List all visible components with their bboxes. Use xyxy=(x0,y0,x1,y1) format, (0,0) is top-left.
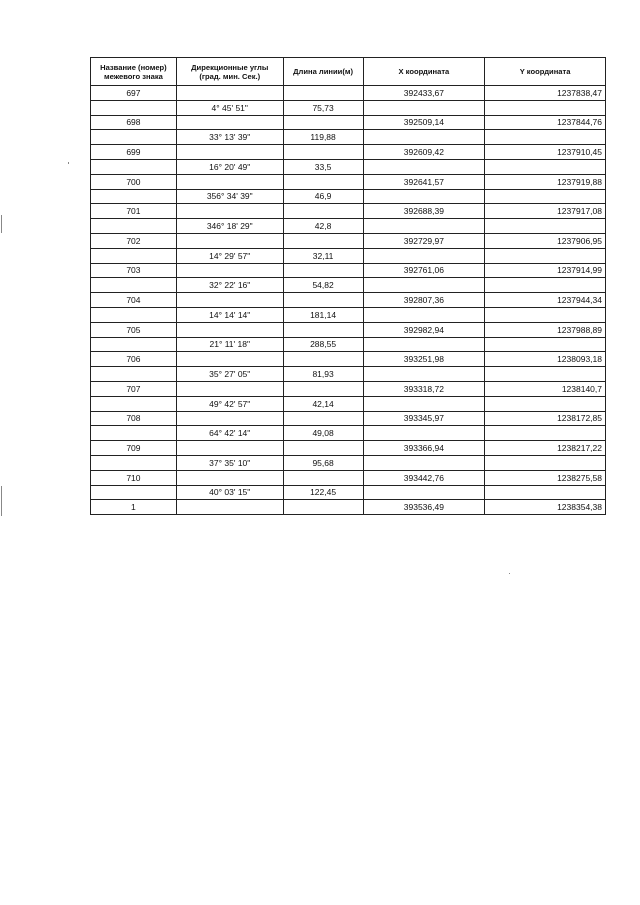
table-row xyxy=(91,263,606,278)
y-coordinate-cell: 1238093,18 xyxy=(485,352,606,367)
table-row xyxy=(91,100,606,115)
y-coordinate-cell xyxy=(485,307,606,322)
line-length-cell: 75,73 xyxy=(283,100,363,115)
direction-angle-cell: 14° 14' 14" xyxy=(176,307,283,322)
mark-name-cell xyxy=(91,278,177,293)
mark-name-cell xyxy=(91,367,177,382)
x-coordinate-cell: 392433,67 xyxy=(363,86,485,101)
mark-name-cell xyxy=(91,485,177,500)
direction-angle-cell xyxy=(176,204,283,219)
x-coordinate-cell: 392729,97 xyxy=(363,233,485,248)
table-row xyxy=(91,426,606,441)
mark-name-cell: 1 xyxy=(91,500,177,515)
direction-angle-cell: 37° 35' 10" xyxy=(176,455,283,470)
direction-angle-cell xyxy=(176,86,283,101)
y-coordinate-cell: 1237919,88 xyxy=(485,174,606,189)
direction-angle-cell xyxy=(176,145,283,160)
scan-speck xyxy=(1,215,2,233)
y-coordinate-cell: 1237906,95 xyxy=(485,233,606,248)
x-coordinate-cell xyxy=(363,337,485,352)
direction-angle-cell: 21° 11' 18" xyxy=(176,337,283,352)
line-length-cell xyxy=(283,441,363,456)
y-coordinate-cell xyxy=(485,130,606,145)
direction-angle-cell: 33° 13' 39" xyxy=(176,130,283,145)
y-coordinate-cell xyxy=(485,248,606,263)
table-row xyxy=(91,219,606,234)
table-row xyxy=(91,337,606,352)
table-row xyxy=(91,441,606,456)
x-coordinate-cell: 392688,39 xyxy=(363,204,485,219)
x-coordinate-cell xyxy=(363,189,485,204)
mark-name-cell: 697 xyxy=(91,86,177,101)
mark-name-cell: 706 xyxy=(91,352,177,367)
mark-name-cell: 702 xyxy=(91,233,177,248)
mark-name-cell: 698 xyxy=(91,115,177,130)
boundary-marks-table xyxy=(90,57,606,515)
y-coordinate-cell: 1238217,22 xyxy=(485,441,606,456)
y-coordinate-cell: 1238140,7 xyxy=(485,381,606,396)
scan-speck xyxy=(68,162,69,164)
direction-angle-cell xyxy=(176,500,283,515)
y-coordinate-cell xyxy=(485,337,606,352)
line-length-cell xyxy=(283,411,363,426)
direction-angle-cell xyxy=(176,174,283,189)
x-coordinate-cell xyxy=(363,396,485,411)
direction-angle-cell xyxy=(176,470,283,485)
x-coordinate-cell xyxy=(363,100,485,115)
line-length-cell xyxy=(283,381,363,396)
direction-angle-cell: 35° 27' 05" xyxy=(176,367,283,382)
x-coordinate-cell: 392761,06 xyxy=(363,263,485,278)
direction-angle-cell: 346° 18' 29" xyxy=(176,219,283,234)
x-coordinate-cell xyxy=(363,485,485,500)
line-length-cell xyxy=(283,293,363,308)
y-coordinate-cell xyxy=(485,278,606,293)
y-coordinate-cell: 1237917,08 xyxy=(485,204,606,219)
direction-angle-cell xyxy=(176,441,283,456)
x-coordinate-cell: 392509,14 xyxy=(363,115,485,130)
table-row xyxy=(91,396,606,411)
direction-angle-cell: 40° 03' 15" xyxy=(176,485,283,500)
mark-name-cell: 705 xyxy=(91,322,177,337)
line-length-cell: 288,55 xyxy=(283,337,363,352)
x-coordinate-cell: 393345,97 xyxy=(363,411,485,426)
y-coordinate-cell: 1237988,89 xyxy=(485,322,606,337)
line-length-cell: 122,45 xyxy=(283,485,363,500)
header-mark-name: Название (номер) межевого знака xyxy=(91,58,177,86)
y-coordinate-cell: 1237914,99 xyxy=(485,263,606,278)
y-coordinate-cell xyxy=(485,426,606,441)
direction-angle-cell: 49° 42' 57" xyxy=(176,396,283,411)
table-row xyxy=(91,174,606,189)
direction-angle-cell: 356° 34' 39" xyxy=(176,189,283,204)
y-coordinate-cell: 1237910,45 xyxy=(485,145,606,160)
header-direction-angle: Дирекционные углы (град. мин. Сек.) xyxy=(176,58,283,86)
direction-angle-cell: 16° 20' 49" xyxy=(176,159,283,174)
table-row xyxy=(91,248,606,263)
line-length-cell xyxy=(283,263,363,278)
line-length-cell: 42,8 xyxy=(283,219,363,234)
table-row xyxy=(91,322,606,337)
table-row xyxy=(91,233,606,248)
x-coordinate-cell xyxy=(363,278,485,293)
header-line-length: Длина линии(м) xyxy=(283,58,363,86)
table-row xyxy=(91,130,606,145)
line-length-cell xyxy=(283,322,363,337)
y-coordinate-cell: 1237844,76 xyxy=(485,115,606,130)
x-coordinate-cell: 392807,36 xyxy=(363,293,485,308)
mark-name-cell xyxy=(91,159,177,174)
y-coordinate-cell: 1237838,47 xyxy=(485,86,606,101)
table-row xyxy=(91,455,606,470)
table-row xyxy=(91,307,606,322)
x-coordinate-cell: 393251,98 xyxy=(363,352,485,367)
line-length-cell: 95,68 xyxy=(283,455,363,470)
direction-angle-cell xyxy=(176,263,283,278)
mark-name-cell: 709 xyxy=(91,441,177,456)
x-coordinate-cell xyxy=(363,159,485,174)
mark-name-cell xyxy=(91,130,177,145)
header-y-coordinate: Y координата xyxy=(485,58,606,86)
direction-angle-cell xyxy=(176,115,283,130)
mark-name-cell: 710 xyxy=(91,470,177,485)
mark-name-cell: 700 xyxy=(91,174,177,189)
x-coordinate-cell xyxy=(363,426,485,441)
table-row xyxy=(91,145,606,160)
line-length-cell xyxy=(283,470,363,485)
x-coordinate-cell xyxy=(363,130,485,145)
y-coordinate-cell: 1238275,58 xyxy=(485,470,606,485)
x-coordinate-cell: 392982,94 xyxy=(363,322,485,337)
x-coordinate-cell xyxy=(363,367,485,382)
table-row xyxy=(91,278,606,293)
x-coordinate-cell xyxy=(363,219,485,234)
direction-angle-cell: 32° 22' 16" xyxy=(176,278,283,293)
y-coordinate-cell xyxy=(485,455,606,470)
y-coordinate-cell xyxy=(485,189,606,204)
line-length-cell xyxy=(283,174,363,189)
mark-name-cell xyxy=(91,189,177,204)
table-row xyxy=(91,381,606,396)
x-coordinate-cell: 393318,72 xyxy=(363,381,485,396)
mark-name-cell xyxy=(91,455,177,470)
table-row xyxy=(91,485,606,500)
direction-angle-cell: 64° 42' 14" xyxy=(176,426,283,441)
mark-name-cell xyxy=(91,396,177,411)
table-row xyxy=(91,367,606,382)
scan-speck xyxy=(1,486,2,516)
mark-name-cell: 699 xyxy=(91,145,177,160)
y-coordinate-cell xyxy=(485,159,606,174)
line-length-cell: 49,08 xyxy=(283,426,363,441)
table-header-row xyxy=(91,58,606,86)
header-x-coordinate: X координата xyxy=(363,58,485,86)
direction-angle-cell xyxy=(176,411,283,426)
line-length-cell: 119,88 xyxy=(283,130,363,145)
x-coordinate-cell: 392609,42 xyxy=(363,145,485,160)
line-length-cell: 33,5 xyxy=(283,159,363,174)
line-length-cell xyxy=(283,115,363,130)
y-coordinate-cell xyxy=(485,367,606,382)
table-row xyxy=(91,204,606,219)
line-length-cell xyxy=(283,500,363,515)
mark-name-cell xyxy=(91,219,177,234)
mark-name-cell: 707 xyxy=(91,381,177,396)
y-coordinate-cell xyxy=(485,396,606,411)
mark-name-cell xyxy=(91,248,177,263)
direction-angle-cell xyxy=(176,352,283,367)
mark-name-cell xyxy=(91,426,177,441)
x-coordinate-cell xyxy=(363,248,485,263)
y-coordinate-cell: 1238172,85 xyxy=(485,411,606,426)
table-row xyxy=(91,352,606,367)
line-length-cell xyxy=(283,233,363,248)
y-coordinate-cell: 1237944,34 xyxy=(485,293,606,308)
table-row xyxy=(91,411,606,426)
direction-angle-cell: 14° 29' 57" xyxy=(176,248,283,263)
line-length-cell: 42,14 xyxy=(283,396,363,411)
x-coordinate-cell: 393442,76 xyxy=(363,470,485,485)
direction-angle-cell: 4° 45' 51" xyxy=(176,100,283,115)
y-coordinate-cell xyxy=(485,100,606,115)
y-coordinate-cell: 1238354,38 xyxy=(485,500,606,515)
table-row xyxy=(91,189,606,204)
line-length-cell xyxy=(283,86,363,101)
mark-name-cell xyxy=(91,100,177,115)
line-length-cell: 181,14 xyxy=(283,307,363,322)
direction-angle-cell xyxy=(176,233,283,248)
x-coordinate-cell: 393366,94 xyxy=(363,441,485,456)
line-length-cell xyxy=(283,145,363,160)
table-row xyxy=(91,470,606,485)
table-row xyxy=(91,159,606,174)
scan-speck xyxy=(509,573,510,574)
direction-angle-cell xyxy=(176,381,283,396)
mark-name-cell: 701 xyxy=(91,204,177,219)
table-row xyxy=(91,500,606,515)
table-row xyxy=(91,86,606,101)
line-length-cell: 81,93 xyxy=(283,367,363,382)
y-coordinate-cell xyxy=(485,485,606,500)
mark-name-cell: 703 xyxy=(91,263,177,278)
line-length-cell xyxy=(283,204,363,219)
mark-name-cell: 708 xyxy=(91,411,177,426)
direction-angle-cell xyxy=(176,293,283,308)
line-length-cell: 32,11 xyxy=(283,248,363,263)
y-coordinate-cell xyxy=(485,219,606,234)
mark-name-cell: 704 xyxy=(91,293,177,308)
table-row xyxy=(91,115,606,130)
table-row xyxy=(91,293,606,308)
x-coordinate-cell: 392641,57 xyxy=(363,174,485,189)
x-coordinate-cell: 393536,49 xyxy=(363,500,485,515)
mark-name-cell xyxy=(91,307,177,322)
line-length-cell: 54,82 xyxy=(283,278,363,293)
line-length-cell xyxy=(283,352,363,367)
mark-name-cell xyxy=(91,337,177,352)
direction-angle-cell xyxy=(176,322,283,337)
x-coordinate-cell xyxy=(363,307,485,322)
x-coordinate-cell xyxy=(363,455,485,470)
line-length-cell: 46,9 xyxy=(283,189,363,204)
